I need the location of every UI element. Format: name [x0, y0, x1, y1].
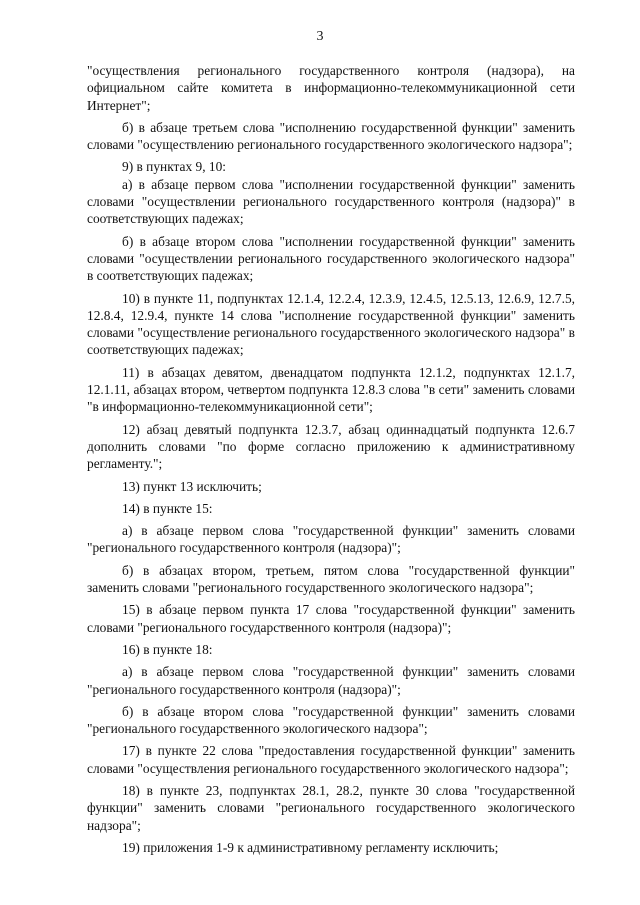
paragraph: б) в абзаце втором слова "государственной функции" заменить словами "регионального государственного экологического надзора"; [87, 703, 575, 737]
paragraph: 17) в пункте 22 слова "предоставления государственной функции" заменить словами "осуществления регионального государственного экологического надзора"; [87, 743, 575, 776]
page-number: 3 [316, 29, 324, 44]
paragraph: 16) в пункте 18: [122, 641, 213, 657]
paragraph: а) в абзаце первом слова "государственной функции" заменить словами "регионального государственного контроля (надзора)"; [87, 523, 575, 556]
paragraph: б) в абзаце третьем слова "исполнению государственной функции" заменить словами "осуществлению регионального государственного экологического надзора"; [87, 119, 575, 153]
paragraph: 14) в пункте 15: [122, 500, 213, 516]
paragraph: 11) в абзацах девятом, двенадцатом подпункта 12.1.2, подпунктах 12.1.7, 12.1.11, абзацах втором, четвертом подпункта 12.8.3 слова "в сети" заменить словами "в информационно-телекоммуникационной сети"; [87, 364, 575, 415]
paragraph: б) в абзаце втором слова "исполнении государственной функции" заменить словами "осуществлении регионального государственного экологического надзора" в соответствующих падежах; [87, 233, 575, 284]
paragraph: 13) пункт 13 исключить; [122, 478, 262, 494]
paragraph: 9) в пунктах 9, 10: [122, 159, 227, 175]
paragraph: 12) абзац девятый подпункта 12.3.7, абзац одиннадцатый подпункта 12.6.7 дополнить словами "по форме согласно приложению к административному регламенту."; [87, 421, 575, 472]
paragraph: а) в абзаце первом слова "государственной функции" заменить словами "регионального государственного контроля (надзора)"; [87, 664, 575, 697]
paragraph: 10) в пункте 11, подпунктах 12.1.4, 12.2.4, 12.3.9, 12.4.5, 12.5.13, 12.6.9, 12.7.5, 12.8.4, 12.9.4, пункте 14 слова "исполнение государственной функции" заменить словами "осуществление регионального государственного экологического надзора" в соответствующих падежах; [87, 290, 575, 358]
paragraph: б) в абзацах втором, третьем, пятом слова "государственной функции" заменить словами "регионального государственного экологического надзора"; [87, 562, 575, 596]
paragraph: "осуществления регионального государственного контроля (надзора), на официальном сайте комитета в информационно-телекоммуникационной сети Интернет"; [87, 63, 575, 113]
paragraph: 18) в пункте 23, подпунктах 28.1, 28.2, пункте 30 слова "государственной функции" заменить словами "регионального государственного экологического надзора"; [87, 782, 575, 833]
document-body [87, 62, 575, 856]
paragraph: а) в абзаце первом слова "исполнении государственной функции" заменить словами "осуществлении регионального государственного контроля (надзора)" в соответствующих падежах; [87, 176, 575, 227]
paragraph: 15) в абзаце первом пункта 17 слова "государственной функции" заменить словами "регионального государственного контроля (надзора)"; [87, 602, 575, 635]
paragraph: 19) приложения 1-9 к административному регламенту исключить; [122, 839, 499, 855]
